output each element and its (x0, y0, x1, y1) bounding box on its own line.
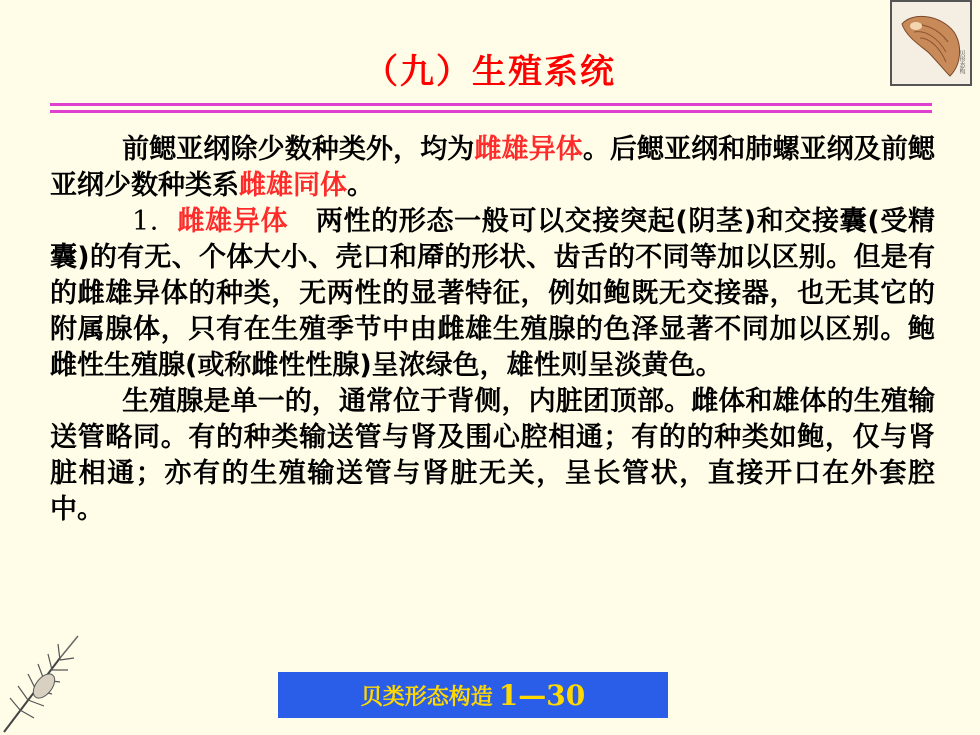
p2-term-dioecious: 雌雄异体 (177, 206, 289, 237)
corner-image-caption: 贝形态构 (958, 50, 965, 74)
p1-text-a: 前鳃亚纲除少数种类外，均为 (122, 134, 475, 165)
footer-page-number: 1—30 (498, 678, 586, 712)
title-divider-bottom (50, 110, 932, 113)
p1-term-dioecious: 雌雄异体 (474, 134, 583, 165)
slide-title: （九）生殖系统 (364, 52, 616, 92)
corner-shell-image (890, 0, 972, 86)
paragraph-1 (50, 132, 935, 204)
p1-text-c: 。后鳃亚纲和肺螺亚纲及前鳃亚纲少数种类系 (50, 134, 936, 201)
footer-label-box (278, 672, 668, 718)
paragraph-2 (50, 204, 935, 384)
title-divider-top (50, 103, 932, 106)
footer-label: 贝类形态构造 (360, 683, 493, 710)
p2-text: 两性的形态一般可以交接突起(阴茎)和交接囊(受精囊)的有无、个体大小、壳口和厣的形状、齿舌的不同等加以区别。但是有的雌雄异体的种类，无两性的显著特征，例如鲍既无交接器，也无其它的附属腺体，只有在生殖季节中由雌雄生殖腺的色泽显著不同加以区别。鲍雌性生殖腺(或称雌性性腺)呈浓绿色，雄性则呈淡黄色。 (50, 206, 935, 381)
p1-term-hermaphrodite: 雌雄同体 (239, 170, 347, 201)
paragraph-3 (50, 384, 935, 528)
p1-text-e: 。 (347, 170, 374, 201)
p2-number: 1． (132, 206, 178, 237)
p3-text: 生殖腺是单一的，通常位于背侧，内脏团顶部。雌体和雄体的生殖输送管略同。有的种类输送管与肾及围心腔相通；有的的种类如鲍，仅与肾脏相通；亦有的生殖输送管与肾脏无关，呈长管状，直接开口在外套腔中。 (50, 386, 935, 525)
body-text (50, 132, 935, 528)
murex-shell-icon (0, 628, 95, 735)
